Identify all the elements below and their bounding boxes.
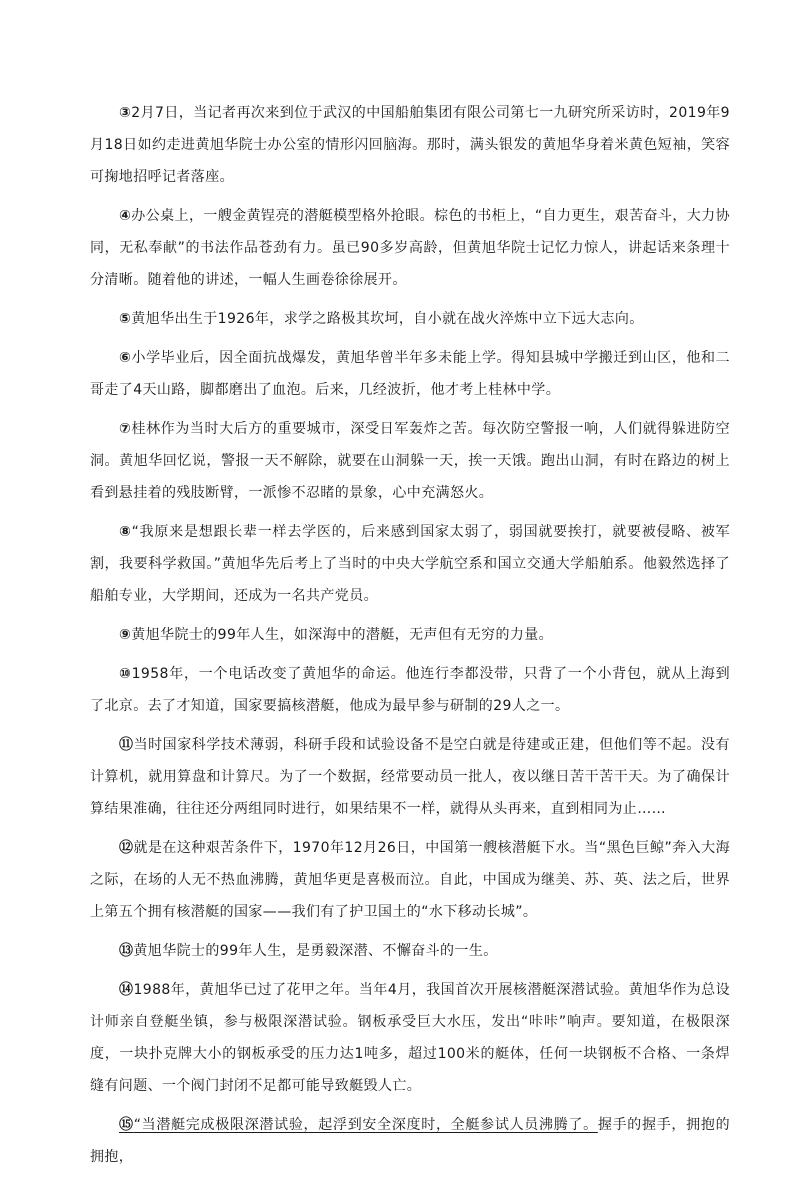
paragraph-text: 黄旭华院士的99年人生，是勇毅深潜、不懈奋斗的一生。	[133, 943, 498, 959]
paragraph-text: 1958年，一个电话改变了黄旭华的命运。他连行李都没带，只背了一个小背包，就从上海到了北京。去了才知道，国家要搞核潜艇，他成为最早参与研制的29人之一。	[90, 666, 730, 714]
paragraph-text: 小学毕业后，因全面抗战爆发，黄旭华曾半年多未能上学。得知县城中学搬迁到山区，他和二哥走了4天山路，脚都磨出了血泡。后来，几经波折，他才考上桂林中学。	[90, 350, 730, 398]
paragraph-number: ⑭	[119, 982, 134, 998]
paragraph-text: 当时国家科学技术薄弱，科研手段和试验设备不是空白就是待建或正建，但他们等不起。没有计算机，就用算盘和计算尺。为了一个数据，经常要动员一批人，夜以继日苦干苦干天。为了确保计算结果准确，往往还分两组同时进行，如果结果不一样，就得从头再来，直到相同为止……	[90, 737, 730, 817]
paragraph-number: ⑮	[119, 1117, 134, 1133]
paragraph-5	[90, 303, 730, 335]
paragraph-text: 1988年，黄旭华已过了花甲之年。当年4月，我国首次开展核潜艇深潜试验。黄旭华作为总设计师亲自登艇坐镇，参与极限深潜试验。钢板承受巨大水压，发出“咔咔”响声。要知道，在极限深度，一块扑克牌大小的钢板承受的压力达1吨多，超过100米的艇体，任何一块钢板不合格、一条焊缝有问题、一个阀门封闭不足都可能导致艇毁人亡。	[90, 982, 731, 1094]
paragraph-13	[90, 935, 730, 967]
paragraph-number: ⑫	[119, 840, 134, 856]
paragraph-11	[90, 729, 730, 825]
paragraph-15	[90, 1109, 730, 1173]
paragraph-number: ⑥	[119, 350, 132, 366]
paragraph-text: 桂林作为当时大后方的重要城市，深受日军轰炸之苦。每次防空警报一响，人们就得躲进防空洞。黄旭华回忆说，警报一天不解除，就要在山洞躲一天，挨一天饿。跑出山洞，有时在路边的树上看到悬挂着的残肢断臂，一派惨不忍睹的景象，心中充满怒火。	[90, 421, 730, 501]
paragraph-7	[90, 413, 730, 509]
paragraph-text: 黄旭华院士的99年人生，如深海中的潜艇，无声但有无穷的力量。	[131, 627, 554, 643]
paragraph-text: 2月7日，当记者再次来到位于武汉的中国船舶集团有限公司第七一九研究所采访时，2019年9月18日如约走进黄旭华院士办公室的情形闪回脑海。那时，满头银发的黄旭华身着米黄色短袖，笑容可掬地招呼记者落座。	[90, 105, 730, 185]
paragraph-text: 握手的握手，拥抱的拥抱，	[90, 1117, 730, 1165]
paragraph-number: ④	[119, 208, 132, 224]
paragraph-9	[90, 619, 730, 651]
paragraph-12	[90, 832, 730, 928]
paragraph-text: “我原来是想跟长辈一样去学医的，后来感到国家太弱了，弱国就要挨打，就要被侵略、被军割，我要科学救国。”黄旭华先后考上了当时的中央大学航空系和国立交通大学船舶系。他毅然选择了船舶专业，大学期间，还成为一名共产党员。	[90, 524, 730, 604]
paragraph-3	[90, 97, 730, 193]
paragraph-number: ⑬	[119, 943, 134, 959]
paragraph-text: 办公桌上，一艘金黄锃亮的潜艇模型格外抢眼。棕色的书柜上，“自力更生，艰苦奋斗，大力协同，无私奉献”的书法作品苍劲有力。虽已90多岁高龄，但黄旭华院士记忆力惊人，讲起话来条理十分清晰。随着他的讲述，一幅人生画卷徐徐展开。	[90, 208, 730, 288]
paragraph-6	[90, 342, 730, 406]
paragraph-number: ③	[119, 105, 132, 121]
paragraph-number: ⑦	[119, 421, 132, 437]
paragraph-number: ⑨	[119, 627, 132, 643]
paragraph-text: 黄旭华出生于1926年，求学之路极其坎坷，自小就在战火淬炼中立下远大志向。	[131, 311, 644, 327]
paragraph-number: ⑧	[119, 524, 132, 540]
article-body	[90, 97, 730, 1180]
paragraph-number: ⑤	[119, 311, 132, 327]
paragraph-text: 就是在这种艰苦条件下，1970年12月26日，中国第一艘核潜艇下水。当“黑色巨鲸”奔入大海之际，在场的人无不热血沸腾，黄旭华更是喜极而泣。自此，中国成为继美、苏、英、法之后，世界上第五个拥有核潜艇的国家——我们有了护卫国土的“水下移动长城”。	[90, 840, 731, 920]
underlined-sentence: “当潜艇完成极限深潜试验，起浮到安全深度时，全艇参试人员沸腾了。	[133, 1117, 598, 1133]
paragraph-8	[90, 516, 730, 612]
paragraph-4	[90, 200, 730, 296]
paragraph-14	[90, 974, 730, 1102]
paragraph-number: ⑩	[119, 666, 132, 682]
paragraph-number: ⑪	[119, 737, 134, 753]
paragraph-10	[90, 658, 730, 722]
